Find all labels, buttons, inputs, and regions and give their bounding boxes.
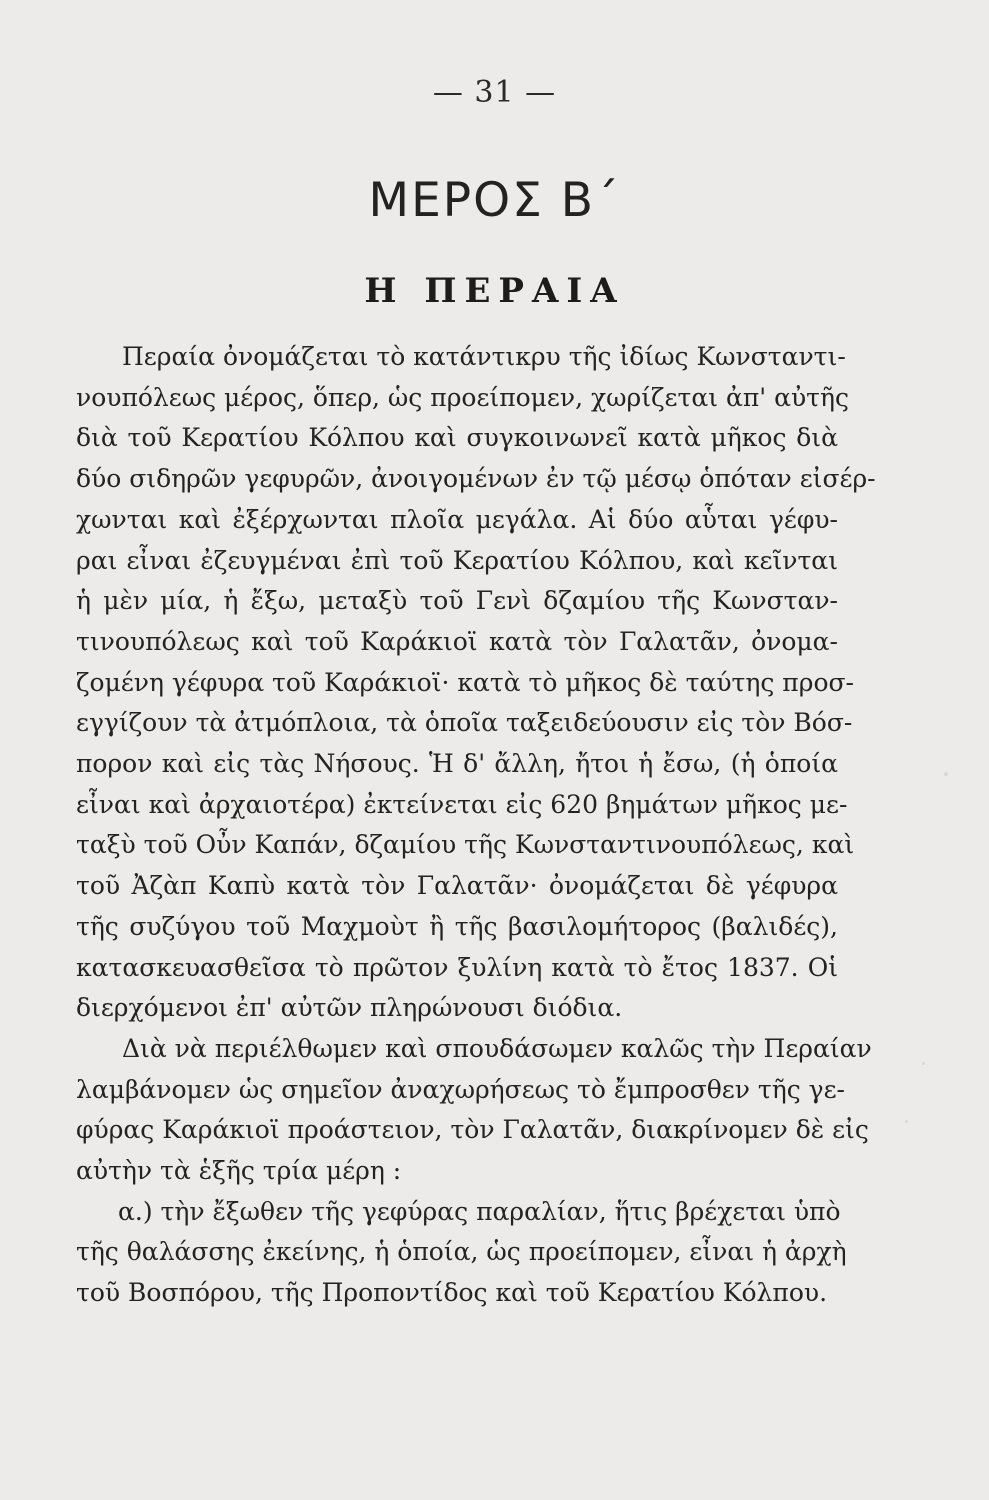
text-line: α.) τὴν ἔξωθεν τῆς γεφύρας παραλίαν, ἥτις βρέχεται ὑπὸ	[118, 1196, 841, 1226]
part-title: ΜΕΡΟΣ Β΄	[368, 173, 621, 228]
paper-speck	[944, 772, 948, 776]
text-line: λαμβάνομεν ὡς σημεῖον ἀναχωρήσεως τὸ ἔμπροσθεν τῆς γε-	[76, 1074, 845, 1104]
text-line: εγγίζουν τὰ ἀτμόπλοια, τὰ ὁποῖα ταξειδεύουσιν εἰς τὸν Βόσ-	[76, 708, 853, 738]
body-text	[76, 337, 876, 1314]
text-line: εἶναι καὶ ἀρχαιοτέρα) ἐκτείνεται εἰς 620 βημάτων μῆκος με-	[76, 789, 848, 819]
text-line: διὰ τοῦ Κερατίου Κόλπου καὶ συγκοινωνεῖ κατὰ μῆκος διὰ	[76, 423, 838, 453]
text-line: τῆς θαλάσσης ἐκείνης, ἡ ὁποία, ὡς προείπομεν, εἶναι ἡ ἀρχὴ	[76, 1237, 847, 1267]
text-line: δύο σιδηρῶν γεφυρῶν, ἀνοιγομένων ἐν τῷ μέσῳ ὁπόταν εἰσέρ-	[76, 464, 876, 494]
text-line: ραι εἶναι ἐζευγμέναι ἐπὶ τοῦ Κερατίου Κόλπου, καὶ κεῖνται	[76, 545, 838, 575]
text-line: ἡ μὲν μία, ἡ ἔξω, μεταξὺ τοῦ Γενὶ δζαμίου τῆς Κωνσταν-	[76, 586, 838, 616]
text-line: τοῦ Ἀζὰπ Καπὺ κατὰ τὸν Γαλατᾶν· ὀνομάζεται δὲ γέφυρα	[76, 871, 838, 901]
text-line: τῆς συζύγου τοῦ Μαχμοὺτ ἢ τῆς βασιλομήτορος (βαλιδές),	[76, 911, 838, 941]
section-title: Η ΠΕΡΑΙΑ	[364, 271, 625, 311]
text-line: ταξὺ τοῦ Οὖν Καπάν, δζαμίου τῆς Κωνσταντινουπόλεως, καὶ	[76, 830, 855, 860]
text-line: αὐτὴν τὰ ἑξῆς τρία μέρη :	[76, 1156, 402, 1186]
text-line: Περαία ὀνομάζεται τὸ κατάντικρυ τῆς ἰδίως Κωνσταντι-	[122, 342, 846, 371]
page-number: — 31 —	[432, 75, 557, 110]
text-line: πορον καὶ εἰς τὰς Νήσους. Ἡ δ' ἄλλη, ἤτοι ἡ ἔσω, (ἡ ὁποία	[76, 749, 838, 779]
paper-speck	[905, 1120, 908, 1123]
text-line: τοῦ Βοσπόρου, τῆς Προποντίδος καὶ τοῦ Κερατίου Κόλπου.	[76, 1278, 828, 1308]
paper-speck	[922, 1062, 925, 1065]
text-line: νουπόλεως μέρος, ὅπερ, ὡς προείπομεν, χωρίζεται ἀπ' αὐτῆς	[76, 382, 849, 412]
text-line: τινουπόλεως καὶ τοῦ Καράκιοϊ κατὰ τὸν Γαλατᾶν, ὀνομα-	[76, 626, 838, 656]
text-line: Διὰ νὰ περιέλθωμεν καὶ σπουδάσωμεν καλῶς τὴν Περαίαν	[122, 1033, 872, 1063]
text-line: ζομένη γέφυρα τοῦ Καράκιοϊ· κατὰ τὸ μῆκος δὲ ταύτης προσ-	[76, 667, 855, 697]
text-line: φύρας Καράκιοϊ προάστειον, τὸν Γαλατᾶν, διακρίνομεν δὲ εἰς	[76, 1115, 869, 1145]
text-line: χωνται καὶ ἐξέρχωνται πλοῖα μεγάλα. Αἱ δύο αὗται γέφυ-	[76, 504, 838, 534]
text-line: διερχόμενοι ἐπ' αὐτῶν πληρώνουσι διόδια.	[76, 993, 623, 1023]
text-line: κατασκευασθεῖσα τὸ πρῶτον ξυλίνη κατὰ τὸ ἔτος 1837. Οἱ	[76, 952, 838, 982]
